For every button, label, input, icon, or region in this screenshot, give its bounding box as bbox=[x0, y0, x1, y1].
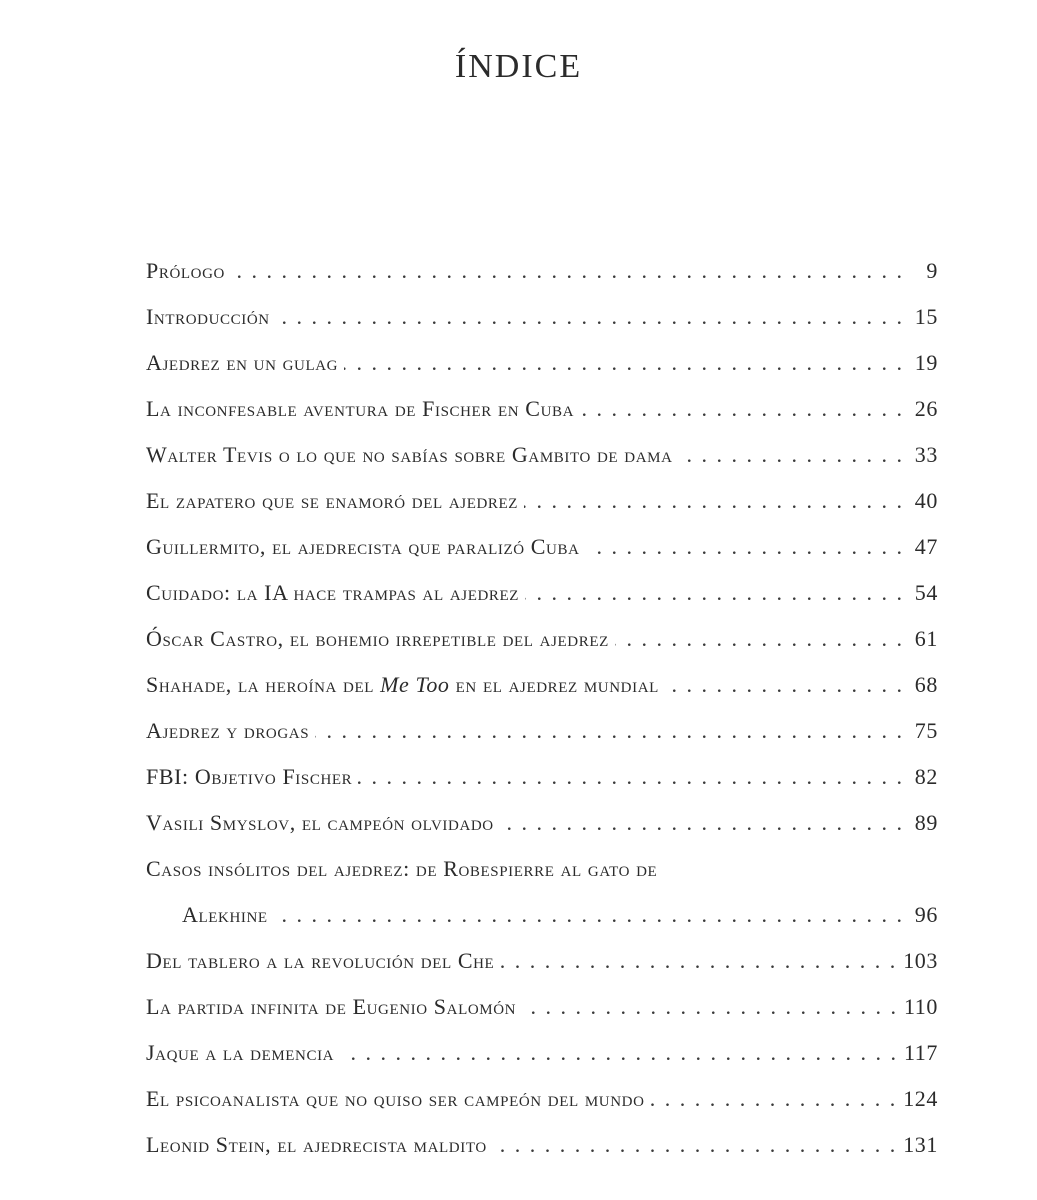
toc-entry bbox=[146, 846, 938, 938]
toc-entry-title: Prólogo bbox=[146, 248, 231, 294]
toc-entry-title: El psicoanalista que no quiso ser campeón del mundo bbox=[146, 1076, 651, 1122]
toc-entry-page: 110 bbox=[904, 994, 938, 1019]
toc-entry-page: 68 bbox=[914, 672, 938, 697]
toc-entry bbox=[146, 432, 938, 478]
toc-entry-title: El zapatero que se enamoró del ajedrez bbox=[146, 478, 524, 524]
toc-entry-title: La inconfesable aventura de Fischer en Cuba bbox=[146, 386, 580, 432]
toc-leader-dots bbox=[315, 708, 904, 754]
toc-entry-title-line2: Alekhine bbox=[182, 892, 274, 938]
table-of-contents bbox=[146, 248, 938, 1168]
toc-entry-page: 9 bbox=[926, 258, 938, 283]
toc-entry-page: 40 bbox=[914, 488, 938, 513]
toc-entry-page: 33 bbox=[914, 442, 938, 467]
toc-leader-dots bbox=[665, 662, 904, 708]
toc-leader-dots bbox=[679, 432, 904, 478]
toc-entry-page: 131 bbox=[903, 1132, 938, 1157]
toc-entry-title: Leonid Stein, el ajedrecista maldito bbox=[146, 1122, 493, 1168]
toc-leader-dots bbox=[358, 754, 904, 800]
toc-entry bbox=[146, 1030, 938, 1076]
toc-leader-dots bbox=[344, 340, 904, 386]
toc-entry-page: 89 bbox=[914, 810, 938, 835]
page-title: ÍNDICE bbox=[454, 48, 583, 85]
toc-leader-dots bbox=[274, 892, 904, 938]
toc-leader-dots bbox=[500, 938, 897, 984]
toc-entry bbox=[146, 1122, 938, 1168]
toc-leader-dots bbox=[522, 984, 898, 1030]
toc-entry-title-before: Shahade, la heroína del bbox=[146, 672, 375, 697]
toc-leader-dots bbox=[524, 478, 904, 524]
toc-entry bbox=[146, 754, 938, 800]
toc-entry-page: 15 bbox=[914, 304, 938, 329]
toc-leader-dots bbox=[493, 1122, 897, 1168]
toc-entry-page: 75 bbox=[914, 718, 938, 743]
toc-leader-dots bbox=[651, 1076, 898, 1122]
toc-entry bbox=[146, 1076, 938, 1122]
toc-entry bbox=[146, 386, 938, 432]
toc-entry bbox=[146, 524, 938, 570]
toc-entry-title-line1: Casos insólitos del ajedrez: de Robespierre al gato de bbox=[146, 856, 658, 881]
toc-entry bbox=[146, 708, 938, 754]
toc-entry-title: La partida infinita de Eugenio Salomón bbox=[146, 984, 522, 1030]
toc-entry bbox=[146, 616, 938, 662]
toc-entry-title: FBI: Objetivo Fischer bbox=[146, 754, 358, 800]
toc-entry-page: 117 bbox=[904, 1040, 938, 1065]
toc-entry-page: 54 bbox=[914, 580, 938, 605]
toc-leader-dots bbox=[500, 800, 904, 846]
toc-entry-title: Ajedrez y drogas bbox=[146, 708, 315, 754]
toc-leader-dots bbox=[580, 386, 904, 432]
toc-entry-page: 26 bbox=[914, 396, 938, 421]
toc-entry-page: 47 bbox=[914, 534, 938, 559]
toc-entry bbox=[146, 478, 938, 524]
toc-entry-title: Ajedrez en un gulag bbox=[146, 340, 344, 386]
toc-leader-dots bbox=[340, 1030, 898, 1076]
toc-entry-page: 61 bbox=[914, 626, 938, 651]
toc-entry-page: 82 bbox=[914, 764, 938, 789]
toc-entry-title: Guillermito, el ajedrecista que paralizó Cuba bbox=[146, 524, 586, 570]
toc-entry bbox=[146, 662, 938, 708]
toc-entry-page: 96 bbox=[914, 902, 938, 927]
toc-entry-title-italic: Me Too bbox=[380, 672, 450, 697]
toc-entry-page: 19 bbox=[914, 350, 938, 375]
toc-leader-dots bbox=[231, 248, 904, 294]
toc-entry bbox=[146, 800, 938, 846]
toc-leader-dots bbox=[525, 570, 904, 616]
toc-leader-dots bbox=[615, 616, 904, 662]
toc-entry bbox=[146, 340, 938, 386]
toc-entry-page: 124 bbox=[903, 1086, 938, 1111]
toc-entry-title: Jaque a la demencia bbox=[146, 1030, 340, 1076]
toc-entry-continuation bbox=[146, 892, 938, 938]
toc-entry bbox=[146, 984, 938, 1030]
toc-entry-title bbox=[146, 662, 665, 708]
toc-leader-dots bbox=[276, 294, 904, 340]
toc-entry bbox=[146, 294, 938, 340]
toc-entry-title: Vasili Smyslov, el campeón olvidado bbox=[146, 800, 500, 846]
toc-entry-title: Cuidado: la IA hace trampas al ajedrez bbox=[146, 570, 525, 616]
toc-entry bbox=[146, 248, 938, 294]
toc-entry bbox=[146, 938, 938, 984]
toc-entry-page: 103 bbox=[903, 948, 938, 973]
toc-entry bbox=[146, 570, 938, 616]
toc-leader-dots bbox=[586, 524, 904, 570]
toc-entry-title: Walter Tevis o lo que no sabías sobre Gambito de dama bbox=[146, 432, 679, 478]
toc-entry-title-after: en el ajedrez mundial bbox=[455, 672, 659, 697]
toc-entry-title: Óscar Castro, el bohemio irrepetible del ajedrez bbox=[146, 616, 615, 662]
toc-entry-title: Introducción bbox=[146, 294, 276, 340]
toc-entry-title: Del tablero a la revolución del Che bbox=[146, 938, 500, 984]
